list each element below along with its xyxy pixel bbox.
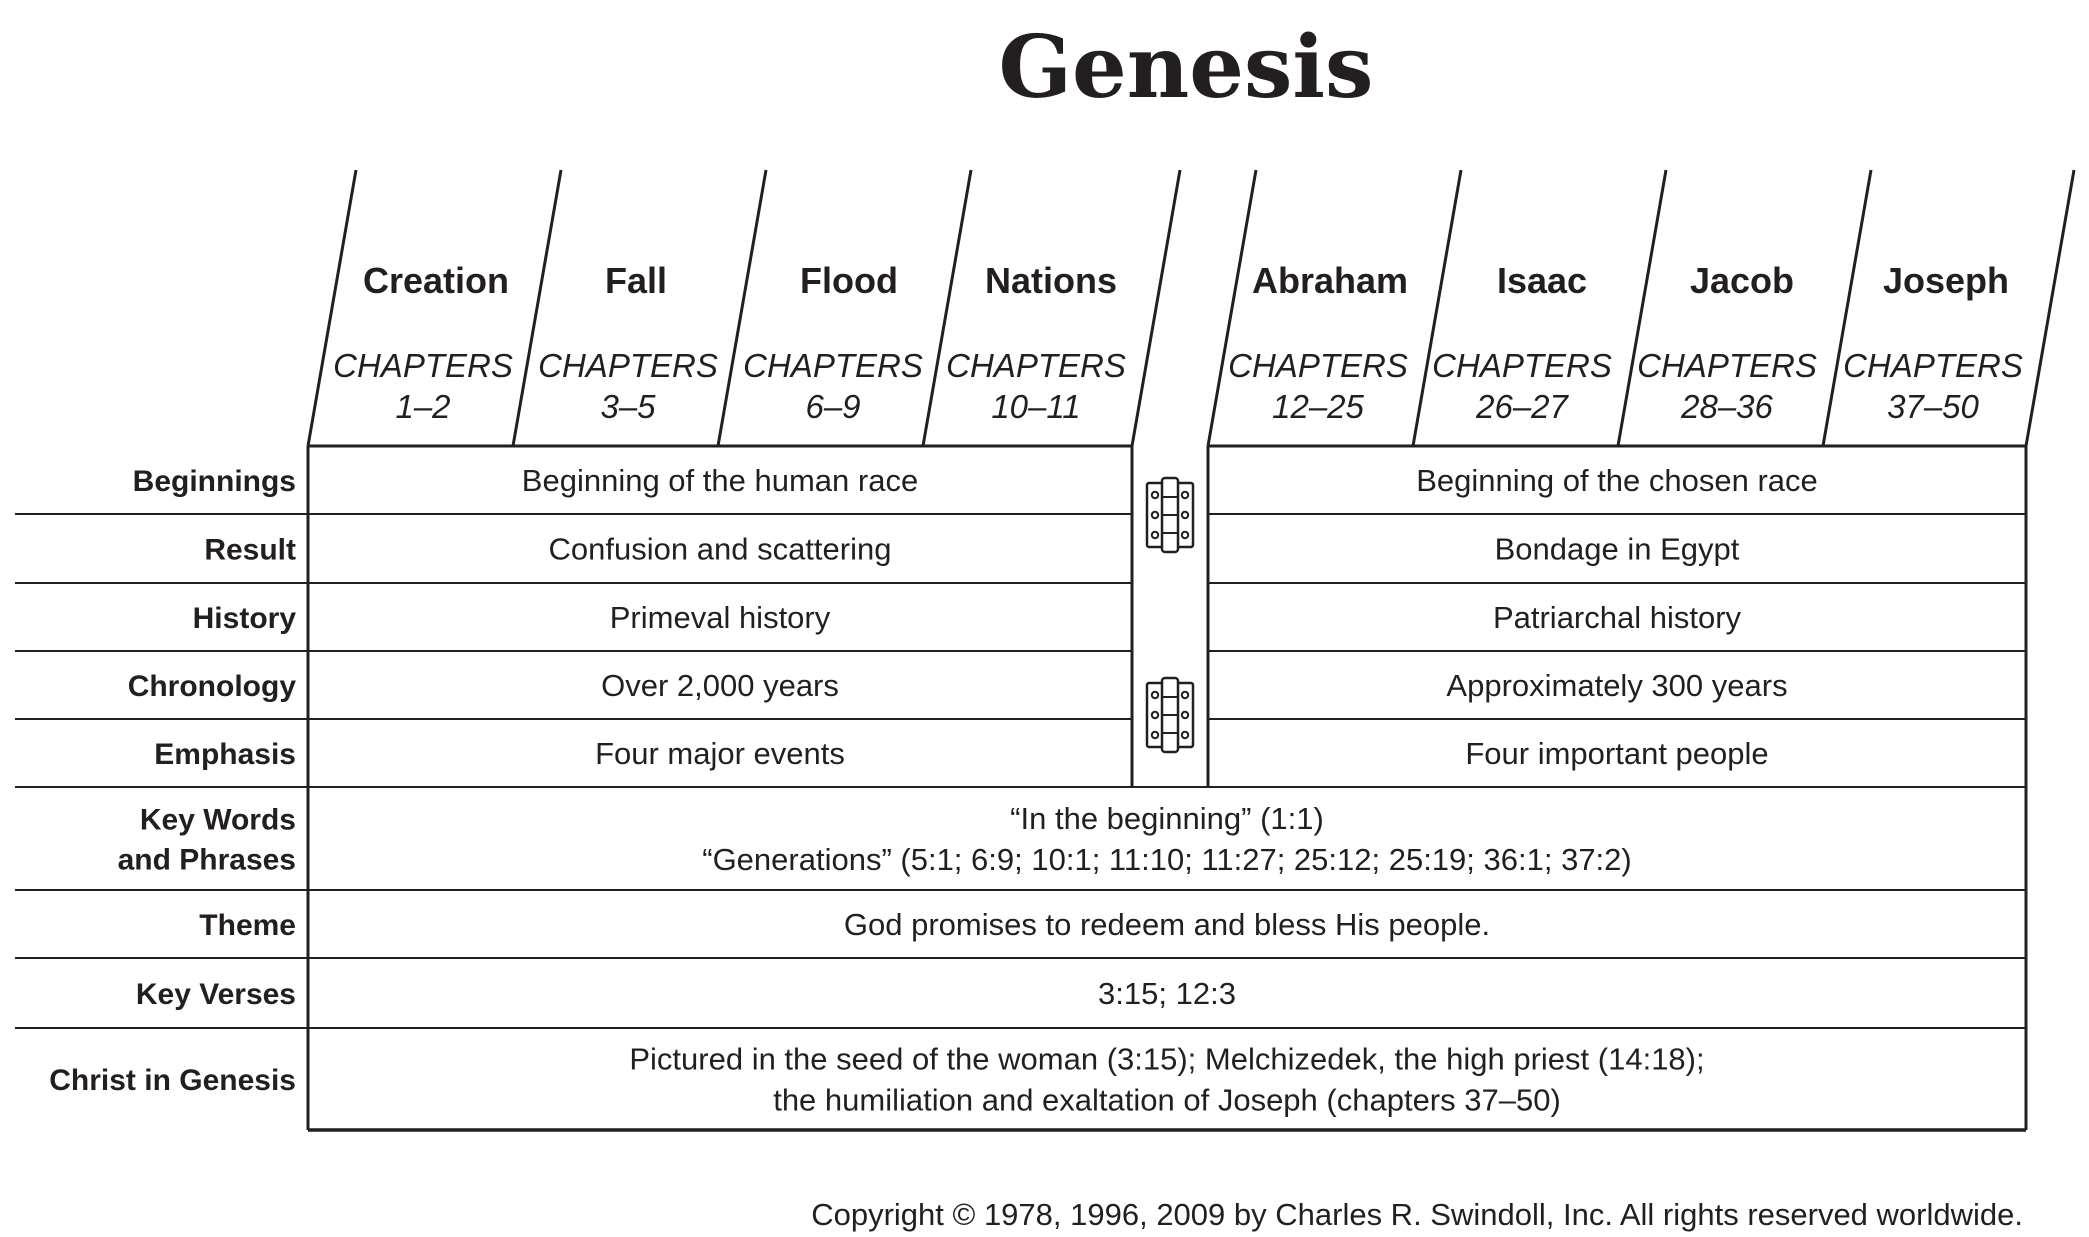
chapters-label: CHAPTERS: [1637, 347, 1817, 384]
chapter-range: 1–2: [395, 388, 451, 425]
cell-full: God promises to redeem and bless His people.: [843, 907, 1491, 942]
cell-right: Bondage in Egypt: [1494, 531, 1740, 567]
section-name: Creation: [362, 260, 510, 301]
chapters-label: CHAPTERS: [538, 347, 718, 384]
row-label: Theme: [199, 909, 296, 942]
chapters-label: CHAPTERS: [1228, 347, 1408, 384]
chapters-label: CHAPTERS: [743, 347, 923, 384]
hinge-icon: [1147, 678, 1193, 752]
row-label: History: [192, 602, 296, 635]
cell-full: “In the beginning” (1:1): [1010, 801, 1324, 836]
cell-full: Pictured in the seed of the woman (3:15); Melchizedek, the high priest (14:18);: [629, 1041, 1705, 1077]
row-label: Key Words: [139, 803, 296, 837]
header-divider: [513, 170, 561, 446]
row-label: Result: [204, 533, 296, 567]
section-name: Jacob: [1689, 260, 1795, 301]
row-label: Key Verses: [135, 978, 296, 1011]
hinge-icon: [1147, 478, 1193, 552]
header-divider: [923, 170, 971, 446]
header-divider: [1823, 170, 1871, 446]
section-name: Abraham: [1251, 260, 1409, 301]
row-label: Emphasis: [154, 738, 296, 771]
section-name: Joseph: [1882, 260, 2010, 301]
section-name: Nations: [984, 260, 1118, 301]
chapters-label: CHAPTERS: [1432, 347, 1612, 384]
cell-right: Patriarchal history: [1492, 600, 1742, 635]
section-name: Fall: [604, 260, 668, 301]
header-divider: [2026, 170, 2074, 446]
copyright-notice: Copyright © 1978, 1996, 2009 by Charles R. Swindoll, Inc. All rights reserved worldwide.: [811, 1197, 2023, 1232]
chapters-label: CHAPTERS: [333, 347, 513, 384]
hinge-divider: [1147, 478, 1193, 752]
row-label: Chronology: [127, 670, 296, 703]
chapter-range: 10–11: [991, 388, 1081, 425]
header-divider: [1208, 170, 1256, 446]
row-label: and Phrases: [117, 843, 296, 877]
chapter-range: 37–50: [1887, 388, 1979, 425]
cell-left: Four major events: [595, 736, 845, 771]
header-divider: [1132, 170, 1180, 446]
cell-left: Beginning of the human race: [521, 463, 919, 498]
chapter-range: 12–25: [1272, 388, 1364, 425]
header-divider: [718, 170, 766, 446]
cell-left: Over 2,000 years: [601, 668, 839, 703]
row-label: Christ in Genesis: [49, 1064, 296, 1097]
section-name: Flood: [800, 260, 898, 301]
grid-lines: [15, 170, 2074, 1130]
chapter-range: 3–5: [600, 388, 656, 425]
section-headers: [333, 260, 2023, 425]
chapter-range: 6–9: [805, 388, 861, 425]
chapter-range: 28–36: [1681, 388, 1773, 425]
cell-full: the humiliation and exaltation of Joseph (chapters 37–50): [773, 1082, 1561, 1118]
cell-right: Approximately 300 years: [1446, 668, 1788, 703]
cell-right: Beginning of the chosen race: [1416, 463, 1818, 498]
row-label: Beginnings: [132, 465, 296, 498]
cell-left: Confusion and scattering: [548, 531, 892, 567]
chapter-range: 26–27: [1476, 388, 1568, 425]
section-name: Isaac: [1496, 260, 1588, 301]
cell-full: 3:15; 12:3: [1098, 976, 1236, 1011]
cell-full: “Generations” (5:1; 6:9; 10:1; 11:10; 11:27; 25:12; 25:19; 36:1; 37:2): [702, 842, 1632, 877]
cell-right: Four important people: [1465, 736, 1769, 771]
header-divider: [1618, 170, 1666, 446]
chapters-label: CHAPTERS: [946, 347, 1126, 384]
header-divider: [308, 170, 356, 446]
page-title: Genesis: [998, 17, 1374, 118]
chapters-label: CHAPTERS: [1843, 347, 2023, 384]
cell-left: Primeval history: [609, 600, 831, 635]
header-divider: [1413, 170, 1461, 446]
table-rows: [49, 463, 1818, 1118]
